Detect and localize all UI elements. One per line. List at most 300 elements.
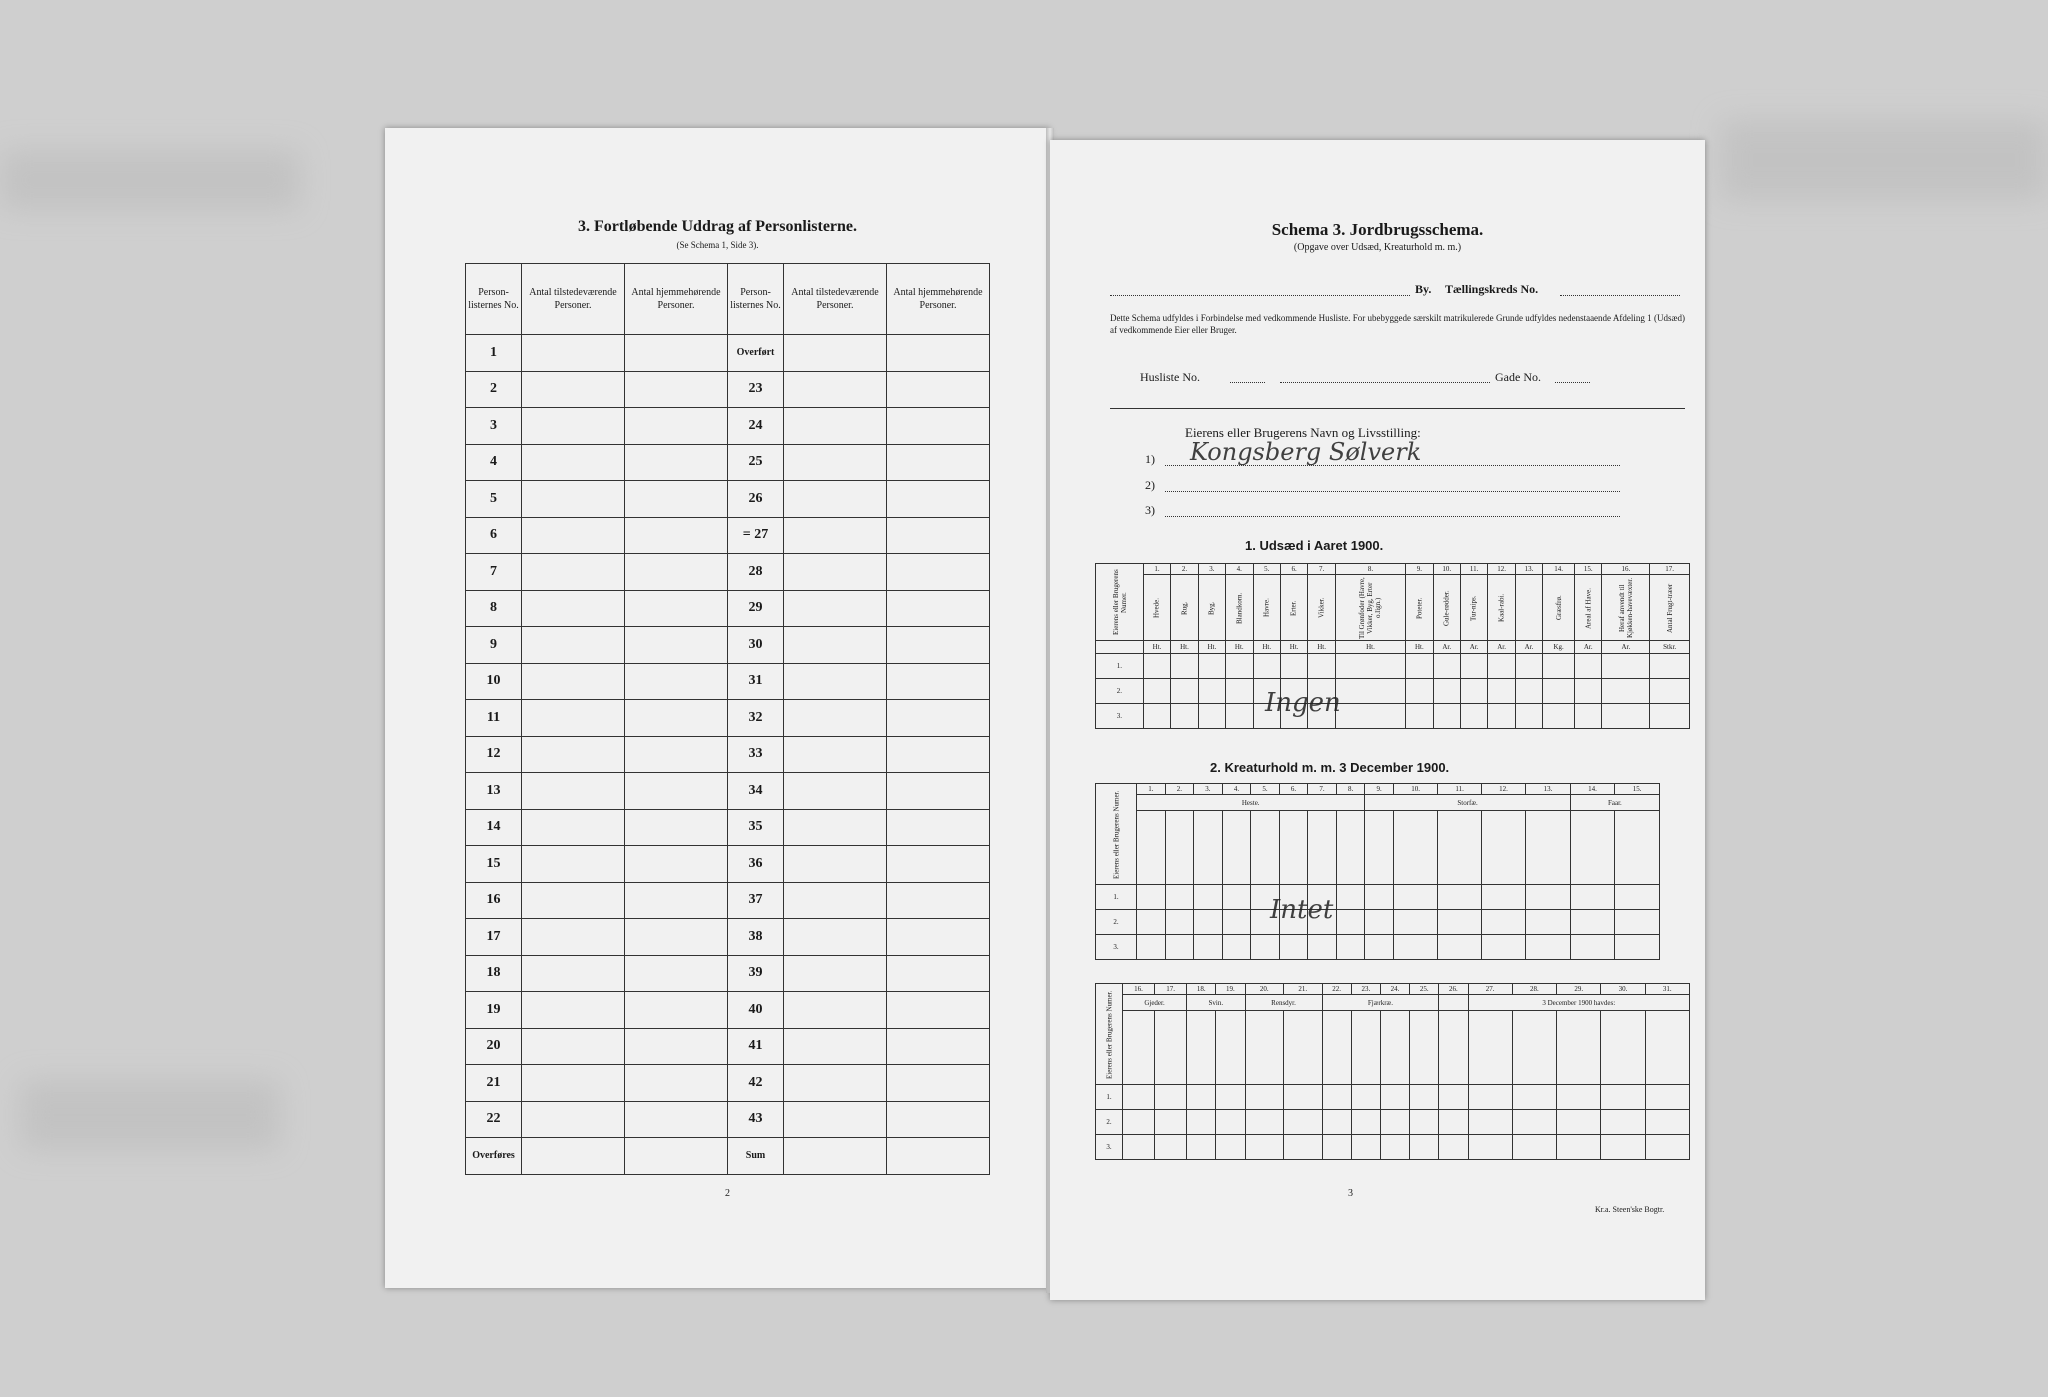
group-label: Fjærkræ.: [1322, 995, 1439, 1011]
empty-cell[interactable]: [1380, 1110, 1409, 1135]
empty-cell[interactable]: [1515, 704, 1542, 729]
row-number-cell: 37: [728, 882, 784, 919]
empty-cell[interactable]: [1351, 1110, 1380, 1135]
row-number-cell: 9: [466, 627, 522, 664]
empty-cell[interactable]: [887, 1138, 990, 1175]
empty-cell[interactable]: [625, 700, 728, 737]
empty-cell[interactable]: [1335, 679, 1405, 704]
empty-cell[interactable]: [522, 517, 625, 554]
table-row: [466, 335, 990, 372]
empty-cell[interactable]: [887, 882, 990, 919]
column-number: 24.: [1380, 984, 1409, 995]
owner-row-3-line: [1165, 516, 1620, 517]
row-number-cell: 11: [466, 700, 522, 737]
empty-cell[interactable]: [887, 992, 990, 1029]
unit-cell: Ht.: [1143, 641, 1170, 654]
unit-cell: Ht.: [1171, 641, 1198, 654]
empty-cell[interactable]: [522, 955, 625, 992]
empty-cell[interactable]: [1308, 935, 1337, 960]
row-number-cell: 38: [728, 919, 784, 956]
row-number-cell: 42: [728, 1065, 784, 1102]
empty-cell[interactable]: [887, 481, 990, 518]
column-label: Areal af Have.: [1575, 575, 1602, 641]
empty-cell[interactable]: [1226, 654, 1253, 679]
empty-cell[interactable]: [522, 1065, 625, 1102]
empty-cell[interactable]: [625, 992, 728, 1029]
empty-cell[interactable]: [625, 408, 728, 445]
empty-cell[interactable]: [1601, 1085, 1645, 1110]
col-header: Antal tilstedeværende Personer.: [522, 264, 625, 335]
column-number: 13.: [1526, 784, 1571, 795]
empty-cell[interactable]: [1575, 654, 1602, 679]
empty-cell[interactable]: [784, 590, 887, 627]
column-number: 8.: [1336, 784, 1365, 795]
empty-cell[interactable]: [1284, 1110, 1323, 1135]
empty-cell[interactable]: [1570, 935, 1615, 960]
empty-cell[interactable]: [522, 846, 625, 883]
empty-cell[interactable]: [1512, 1085, 1556, 1110]
empty-cell[interactable]: [784, 481, 887, 518]
empty-cell[interactable]: [1122, 1110, 1154, 1135]
empty-cell[interactable]: [1433, 654, 1460, 679]
empty-cell[interactable]: [625, 481, 728, 518]
table-row: [466, 371, 990, 408]
empty-cell[interactable]: [1155, 1085, 1187, 1110]
empty-cell[interactable]: [1601, 1135, 1645, 1160]
empty-cell[interactable]: [1602, 679, 1650, 704]
empty-cell[interactable]: [1650, 679, 1690, 704]
empty-cell[interactable]: [1406, 679, 1433, 704]
empty-cell[interactable]: [522, 736, 625, 773]
empty-cell[interactable]: [1515, 679, 1542, 704]
table-row: [466, 700, 990, 737]
empty-cell[interactable]: [1439, 1085, 1468, 1110]
empty-cell[interactable]: [784, 736, 887, 773]
empty-cell[interactable]: [1171, 654, 1198, 679]
empty-cell[interactable]: [887, 408, 990, 445]
empty-cell[interactable]: [1187, 1135, 1216, 1160]
empty-cell[interactable]: [1557, 1085, 1601, 1110]
empty-cell[interactable]: [1143, 679, 1170, 704]
empty-cell[interactable]: [522, 809, 625, 846]
group-row: [1096, 795, 1660, 811]
empty-cell[interactable]: [1438, 935, 1481, 960]
empty-cell[interactable]: [887, 1101, 990, 1138]
empty-cell[interactable]: [784, 773, 887, 810]
empty-cell[interactable]: [887, 663, 990, 700]
empty-cell[interactable]: [1410, 1110, 1439, 1135]
empty-cell[interactable]: [784, 444, 887, 481]
right-page-subtitle: (Opgave over Udsæd, Kreaturhold m. m.): [1293, 242, 1462, 253]
empty-cell[interactable]: [784, 627, 887, 664]
empty-cell[interactable]: [887, 773, 990, 810]
col-header: Person-listernes No.: [728, 264, 784, 335]
empty-cell[interactable]: [625, 919, 728, 956]
empty-cell[interactable]: [625, 882, 728, 919]
empty-cell[interactable]: [784, 992, 887, 1029]
empty-cell[interactable]: [1557, 1110, 1601, 1135]
empty-cell[interactable]: [784, 1101, 887, 1138]
empty-cell[interactable]: [1380, 1135, 1409, 1160]
empty-cell[interactable]: [784, 335, 887, 372]
empty-cell[interactable]: [1351, 1135, 1380, 1160]
empty-cell[interactable]: [1439, 1135, 1468, 1160]
empty-cell[interactable]: [1216, 1135, 1245, 1160]
empty-cell[interactable]: [1143, 654, 1170, 679]
row-label: 3.: [1096, 704, 1144, 729]
column-label: [1438, 811, 1481, 885]
empty-cell[interactable]: [1251, 935, 1280, 960]
empty-cell[interactable]: [1602, 704, 1650, 729]
empty-cell[interactable]: [784, 1138, 887, 1175]
empty-cell[interactable]: [625, 371, 728, 408]
empty-cell[interactable]: [625, 554, 728, 591]
empty-cell[interactable]: [1335, 704, 1405, 729]
unit-cell: [1096, 641, 1144, 654]
empty-cell[interactable]: [1165, 935, 1194, 960]
empty-cell[interactable]: [1481, 885, 1526, 910]
empty-cell[interactable]: [625, 590, 728, 627]
empty-cell[interactable]: [522, 700, 625, 737]
column-label: Erter.: [1280, 575, 1307, 641]
empty-cell[interactable]: [625, 773, 728, 810]
empty-cell[interactable]: [625, 335, 728, 372]
empty-cell[interactable]: [1645, 1085, 1689, 1110]
empty-cell[interactable]: [1615, 935, 1660, 960]
column-label: [1155, 1011, 1187, 1085]
table-row: [1096, 1085, 1690, 1110]
empty-cell[interactable]: [1322, 1110, 1351, 1135]
empty-cell[interactable]: [522, 1101, 625, 1138]
empty-cell[interactable]: [1488, 679, 1515, 704]
empty-cell[interactable]: [887, 517, 990, 554]
unit-cell: Ht.: [1406, 641, 1433, 654]
empty-cell[interactable]: [1222, 910, 1251, 935]
empty-cell[interactable]: [1336, 910, 1365, 935]
empty-cell[interactable]: [1481, 910, 1526, 935]
empty-cell[interactable]: [1515, 654, 1542, 679]
table-row: [1096, 1110, 1690, 1135]
column-number: 2.: [1171, 564, 1198, 575]
empty-cell[interactable]: [1460, 654, 1487, 679]
column-label: Poteter.: [1406, 575, 1433, 641]
empty-cell[interactable]: [1155, 1110, 1187, 1135]
empty-cell[interactable]: [1468, 1110, 1512, 1135]
empty-cell[interactable]: [625, 809, 728, 846]
empty-cell[interactable]: [1137, 910, 1166, 935]
empty-cell[interactable]: [784, 1028, 887, 1065]
empty-cell[interactable]: [1122, 1085, 1154, 1110]
empty-cell[interactable]: [1165, 885, 1194, 910]
row-number-cell: 36: [728, 846, 784, 883]
empty-cell[interactable]: [887, 700, 990, 737]
column-number: 13.: [1515, 564, 1542, 575]
empty-cell[interactable]: [1468, 1085, 1512, 1110]
row-number-cell: 8: [466, 590, 522, 627]
empty-cell[interactable]: [1438, 885, 1481, 910]
empty-cell[interactable]: [784, 663, 887, 700]
row-number-cell: 3: [466, 408, 522, 445]
unit-cell: Ar.: [1433, 641, 1460, 654]
empty-cell[interactable]: [1137, 885, 1166, 910]
empty-cell[interactable]: [522, 919, 625, 956]
empty-cell[interactable]: [625, 1028, 728, 1065]
empty-cell[interactable]: [1194, 935, 1223, 960]
empty-cell[interactable]: [887, 919, 990, 956]
empty-cell[interactable]: [1365, 885, 1394, 910]
empty-cell[interactable]: [1570, 885, 1615, 910]
empty-cell[interactable]: [1410, 1085, 1439, 1110]
empty-cell[interactable]: [1155, 1135, 1187, 1160]
empty-cell[interactable]: [1393, 885, 1438, 910]
empty-cell[interactable]: [1194, 885, 1223, 910]
column-number: 14.: [1570, 784, 1615, 795]
empty-cell[interactable]: [1575, 679, 1602, 704]
column-label: [1351, 1011, 1380, 1085]
empty-cell[interactable]: [1645, 1110, 1689, 1135]
table-row: [466, 663, 990, 700]
column-label: [1137, 811, 1166, 885]
empty-cell[interactable]: [625, 663, 728, 700]
empty-cell[interactable]: [1198, 679, 1225, 704]
empty-cell[interactable]: [522, 444, 625, 481]
column-label: [1308, 811, 1337, 885]
empty-cell[interactable]: [784, 517, 887, 554]
unit-cell: Ar.: [1488, 641, 1515, 654]
column-number: 14.: [1543, 564, 1575, 575]
empty-cell[interactable]: [1468, 1135, 1512, 1160]
empty-cell[interactable]: [522, 554, 625, 591]
empty-cell[interactable]: [784, 955, 887, 992]
empty-cell[interactable]: [625, 1101, 728, 1138]
right-page: [1050, 140, 1705, 1300]
empty-cell[interactable]: [887, 846, 990, 883]
row-number-cell: 35: [728, 809, 784, 846]
group-label: [1439, 995, 1468, 1011]
empty-cell[interactable]: [1601, 1110, 1645, 1135]
livestock-table-2: [1095, 983, 1690, 1160]
empty-cell[interactable]: [1393, 935, 1438, 960]
empty-cell[interactable]: [1615, 885, 1660, 910]
empty-cell[interactable]: [1365, 935, 1394, 960]
empty-cell[interactable]: [784, 700, 887, 737]
empty-cell[interactable]: [1615, 910, 1660, 935]
empty-cell[interactable]: [1512, 1135, 1556, 1160]
section-2-title: 2. Kreaturhold m. m. 3 December 1900.: [1210, 760, 1450, 775]
empty-cell[interactable]: [1165, 910, 1194, 935]
empty-cell[interactable]: [1526, 935, 1571, 960]
empty-cell[interactable]: [522, 992, 625, 1029]
owner-row-3-label: 3): [1145, 503, 1155, 517]
empty-cell[interactable]: [1645, 1135, 1689, 1160]
empty-cell[interactable]: [1650, 704, 1690, 729]
empty-cell[interactable]: [1460, 704, 1487, 729]
row-header: Eierens eller Brugerens Numer.: [1096, 984, 1123, 1085]
empty-cell[interactable]: [1526, 885, 1571, 910]
empty-cell[interactable]: [1279, 935, 1308, 960]
column-label: Græsfrø.: [1543, 575, 1575, 641]
unit-cell: Ar.: [1515, 641, 1542, 654]
empty-cell[interactable]: [1322, 1135, 1351, 1160]
empty-cell[interactable]: [1575, 704, 1602, 729]
column-label: Rug.: [1171, 575, 1198, 641]
empty-cell[interactable]: [1122, 1135, 1154, 1160]
person-list-table: [465, 263, 990, 1175]
empty-cell[interactable]: [625, 736, 728, 773]
empty-cell[interactable]: [1245, 1135, 1283, 1160]
empty-cell[interactable]: [1222, 885, 1251, 910]
empty-cell[interactable]: [1481, 935, 1526, 960]
column-label: [1122, 1011, 1154, 1085]
empty-cell[interactable]: [625, 517, 728, 554]
empty-cell[interactable]: [887, 1065, 990, 1102]
row-number-cell: 13: [466, 773, 522, 810]
empty-cell[interactable]: [522, 371, 625, 408]
empty-cell[interactable]: [522, 481, 625, 518]
empty-cell[interactable]: [1226, 679, 1253, 704]
empty-cell[interactable]: [1557, 1135, 1601, 1160]
empty-cell[interactable]: [522, 1028, 625, 1065]
empty-cell[interactable]: [1543, 704, 1575, 729]
row-number-cell: 10: [466, 663, 522, 700]
column-label: Vikker.: [1308, 575, 1335, 641]
empty-cell[interactable]: [887, 627, 990, 664]
empty-cell[interactable]: [887, 444, 990, 481]
empty-cell[interactable]: [1198, 654, 1225, 679]
empty-cell[interactable]: [1143, 704, 1170, 729]
group-label: Rensdyr.: [1245, 995, 1322, 1011]
column-label: [1194, 811, 1223, 885]
empty-cell[interactable]: [1194, 910, 1223, 935]
empty-cell[interactable]: [1226, 704, 1253, 729]
empty-cell[interactable]: [522, 882, 625, 919]
empty-cell[interactable]: [1245, 1085, 1283, 1110]
empty-cell[interactable]: [1222, 935, 1251, 960]
empty-cell[interactable]: [1380, 1085, 1409, 1110]
empty-cell[interactable]: [1365, 910, 1394, 935]
empty-cell[interactable]: [1216, 1085, 1245, 1110]
empty-cell[interactable]: [522, 663, 625, 700]
sowing-handwritten: Ingen: [1265, 688, 1341, 718]
empty-cell[interactable]: [1187, 1085, 1216, 1110]
table-row: [466, 444, 990, 481]
empty-cell[interactable]: [887, 1028, 990, 1065]
empty-cell[interactable]: [522, 773, 625, 810]
empty-cell[interactable]: [1335, 654, 1405, 679]
column-number: 7.: [1308, 564, 1335, 575]
empty-cell[interactable]: [1187, 1110, 1216, 1135]
empty-cell[interactable]: [1460, 679, 1487, 704]
empty-cell[interactable]: [887, 371, 990, 408]
empty-cell[interactable]: [1406, 654, 1433, 679]
empty-cell[interactable]: [625, 846, 728, 883]
empty-cell[interactable]: [1410, 1135, 1439, 1160]
empty-cell[interactable]: [784, 554, 887, 591]
empty-cell[interactable]: [784, 882, 887, 919]
row-header: Eierens eller Brugerens Numer.: [1096, 564, 1144, 641]
empty-cell[interactable]: [887, 809, 990, 846]
empty-cell[interactable]: [1198, 704, 1225, 729]
empty-cell[interactable]: [1488, 704, 1515, 729]
empty-cell[interactable]: [1284, 1085, 1323, 1110]
empty-cell[interactable]: [1336, 935, 1365, 960]
empty-cell[interactable]: [887, 736, 990, 773]
empty-cell[interactable]: [1543, 654, 1575, 679]
table-row: [466, 773, 990, 810]
empty-cell[interactable]: [1393, 910, 1438, 935]
empty-cell[interactable]: [1351, 1085, 1380, 1110]
row-number-cell: 4: [466, 444, 522, 481]
background-stain: [20, 1080, 280, 1150]
empty-cell[interactable]: [1543, 679, 1575, 704]
empty-cell[interactable]: [522, 590, 625, 627]
empty-cell[interactable]: [784, 408, 887, 445]
table-row: [466, 517, 990, 554]
empty-cell[interactable]: [1488, 654, 1515, 679]
empty-cell[interactable]: [1439, 1110, 1468, 1135]
empty-cell[interactable]: [1650, 654, 1690, 679]
empty-cell[interactable]: [625, 955, 728, 992]
empty-cell[interactable]: [887, 590, 990, 627]
empty-cell[interactable]: [522, 627, 625, 664]
empty-cell[interactable]: [1280, 654, 1307, 679]
empty-cell[interactable]: [1216, 1110, 1245, 1135]
empty-cell[interactable]: [784, 919, 887, 956]
empty-cell[interactable]: [625, 1138, 728, 1175]
empty-cell[interactable]: [1336, 885, 1365, 910]
empty-cell[interactable]: [1245, 1110, 1283, 1135]
empty-cell[interactable]: [1512, 1110, 1556, 1135]
empty-cell[interactable]: [1308, 654, 1335, 679]
table-row: [466, 1065, 990, 1102]
empty-cell[interactable]: [1137, 935, 1166, 960]
empty-cell[interactable]: [784, 846, 887, 883]
empty-cell[interactable]: [1322, 1085, 1351, 1110]
empty-cell[interactable]: [522, 1138, 625, 1175]
empty-cell[interactable]: [1406, 704, 1433, 729]
empty-cell[interactable]: [1433, 679, 1460, 704]
empty-cell[interactable]: [1438, 910, 1481, 935]
empty-cell[interactable]: [1171, 679, 1198, 704]
table-row: [466, 919, 990, 956]
column-number: 27.: [1468, 984, 1512, 995]
empty-cell[interactable]: [784, 1065, 887, 1102]
row-number-cell: 23: [728, 371, 784, 408]
empty-cell[interactable]: [1433, 704, 1460, 729]
empty-cell[interactable]: [625, 444, 728, 481]
empty-cell[interactable]: [1284, 1135, 1323, 1160]
empty-cell[interactable]: [1602, 654, 1650, 679]
column-label: [1279, 811, 1308, 885]
table-row: [466, 554, 990, 591]
empty-cell[interactable]: [1526, 910, 1571, 935]
empty-cell[interactable]: [1253, 654, 1280, 679]
empty-cell[interactable]: [784, 371, 887, 408]
empty-cell[interactable]: [887, 554, 990, 591]
livestock-handwritten: Intet: [1270, 895, 1334, 925]
empty-cell[interactable]: [625, 1065, 728, 1102]
empty-cell[interactable]: [522, 408, 625, 445]
row-label: 1.: [1096, 885, 1137, 910]
column-label: [1380, 1011, 1409, 1085]
empty-cell[interactable]: [887, 955, 990, 992]
empty-cell[interactable]: [625, 627, 728, 664]
empty-cell[interactable]: [1570, 910, 1615, 935]
empty-cell[interactable]: [522, 335, 625, 372]
empty-cell[interactable]: [887, 335, 990, 372]
empty-cell[interactable]: [784, 809, 887, 846]
empty-cell[interactable]: [1171, 704, 1198, 729]
